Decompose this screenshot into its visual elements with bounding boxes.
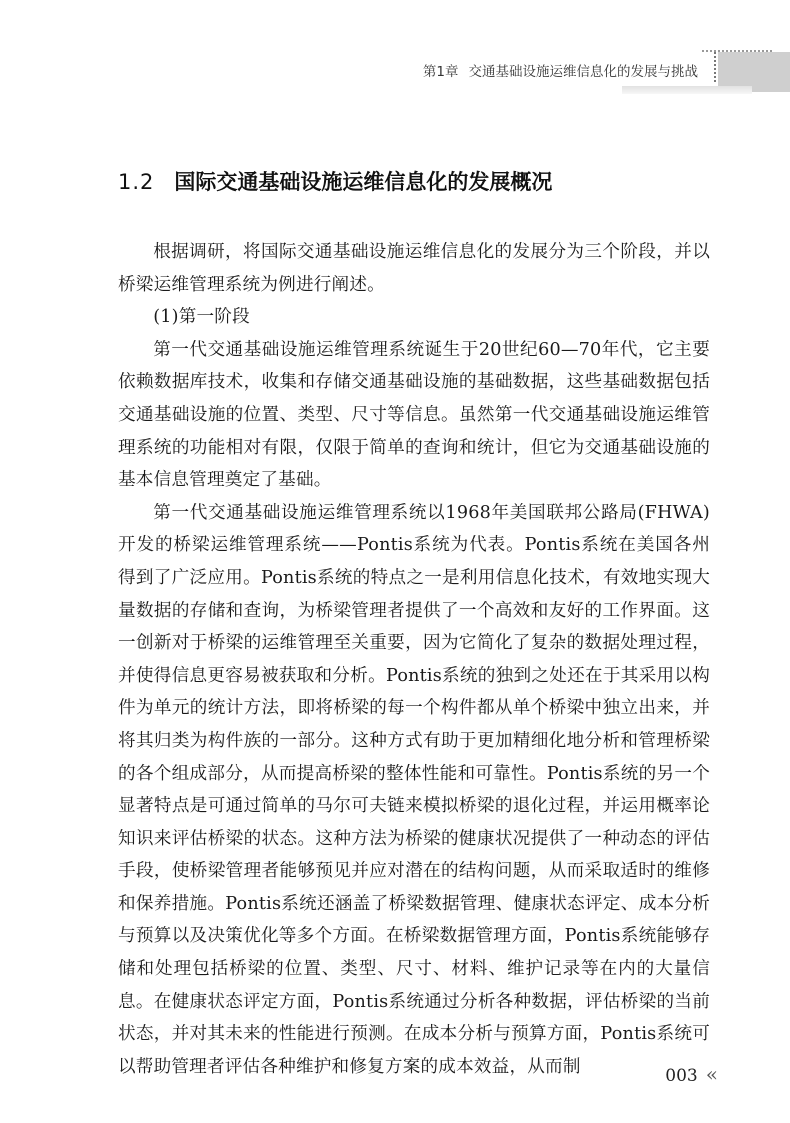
section-heading [118,166,552,196]
chapter-title: 交通基础设施运维信息化的发展与挑战 [468,64,698,80]
header-dotted-divider [702,52,716,82]
paragraph: 第一代交通基础设施运维管理系统诞生于20世纪60—70年代，它主要依赖数据库技术，收集和存储交通基础设施的基础数据，这些基础数据包括交通基础设施的位置、类型、尺寸等信息。虽然第一代交通基础设施运维管理系统的功能相对有限，仅限于简单的查询和统计，但它为交通基础设施的基本信息管理奠定了基础。 [118,339,710,491]
subheading-stage-1: (1)第一阶段 [153,307,250,328]
running-header-text [423,60,698,80]
page-number: 003 [665,1066,698,1086]
paragraph: 根据调研，将国际交通基础设施运维信息化的发展分为三个阶段，并以桥梁运维管理系统为例进行阐述。 [118,242,710,295]
running-header [0,44,790,96]
page-footer [665,1062,718,1086]
chapter-label: 第1章 [422,64,459,80]
header-tab-shadow [622,86,752,94]
section-title: 国际交通基础设施运维信息化的发展概况 [174,170,553,194]
body-text [118,236,710,1083]
paragraph: 第一代交通基础设施运维管理系统以1968年美国联邦公路局(FHWA)开发的桥梁运维管理系统——Pontis系统为代表。Pontis系统在美国各州得到了广泛应用。Pontis系统的特点之一是利用信息化技术，有效地实现大量数据的存储和查询，为桥梁管理者提供了一个高效和友好的工作界面。这一创新对于桥梁的运维管理至关重要，因为它简化了复杂的数据处理过程，并使得信息更容易被获取和分析。Pontis系统的独到之处还在于其采用以构件为单元的统计方法，即将桥梁的每一个构件都从单个桥梁中独立出来，并将其归类为构件族的一部分。这种方式有助于更加精细化地分析和管理桥梁的各个组成部分，从而提高桥梁的整体性能和可靠性。Pontis系统的另一个显著特点是可通过简单的马尔可夫链来模拟桥梁的退化过程，并运用概率论知识来评估桥梁的状态。这种方法为桥梁的健康状况提供了一种动态的评估手段，使桥梁管理者能够预见并应对潜在的结构问题，从而采取适时的维修和保养措施。Pontis系统还涵盖了桥梁数据管理、健康状态评定、成本分析与预算以及决策优化等多个方面。在桥梁数据管理方面，Pontis系统能够存储和处理包括桥梁的位置、类型、尺寸、材料、维护记录等在内的大量信息。在健康状态评定方面，Pontis系统通过分析各种数据，评估桥梁的当前状态，并对其未来的性能进行预测。在成本分析与预算方面，Pontis系统可以帮助管理者评估各种维护和修复方案的成本效益，从而制 [118,502,710,1077]
section-number: 1.2 [118,170,155,194]
double-chevron-left-icon: « [705,1062,718,1086]
